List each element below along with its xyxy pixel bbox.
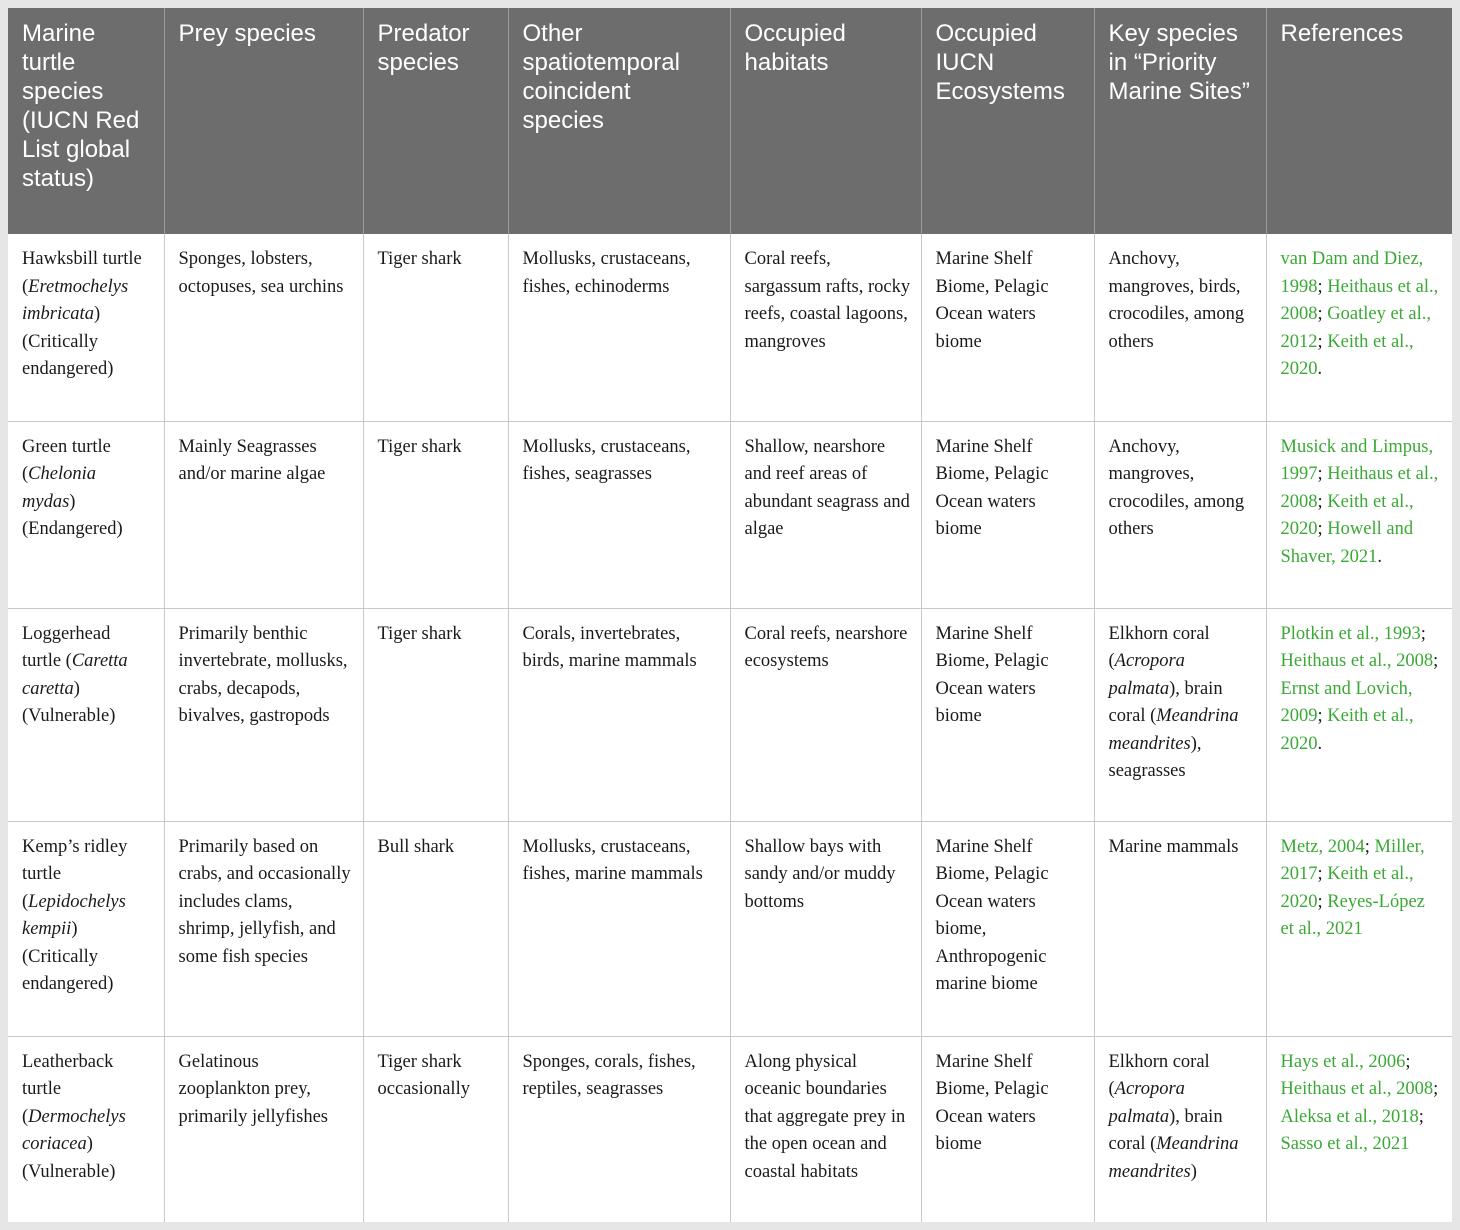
references-cell: Plotkin et al., 1993; Heithaus et al., 2008; Ernst and Lovich, 2009; Keith et al., 2020.	[1266, 608, 1452, 821]
reference-link[interactable]: Hays et al., 2006	[1280, 1051, 1406, 1072]
reference-link[interactable]: Reyes-López et al., 2021	[1280, 891, 1425, 940]
ecosystems-cell: Marine Shelf Biome, Pelagic Ocean waters biome, Anthropogenic marine biome	[921, 821, 1094, 1036]
scientific-name: Eretmochelys imbricata	[22, 276, 129, 325]
key-species-cell: Elkhorn coral (Acropora palmata), brain coral (Meandrina meandrites), seagrasses	[1094, 608, 1266, 821]
header-species: Marine turtle species (IUCN Red List global status)	[8, 8, 164, 234]
table-row	[8, 608, 1452, 821]
header-other-species: Other spatiotemporal coincident species	[508, 8, 730, 234]
turtle-species-table	[8, 8, 1452, 1222]
reference-link[interactable]: Howell and Shaver, 2021	[1280, 519, 1414, 567]
references-cell: Metz, 2004; Miller, 2017; Keith et al., 2020; Reyes-López et al., 2021	[1266, 821, 1452, 1036]
predator-cell: Tiger shark	[363, 234, 508, 421]
header-predator: Predator species	[363, 8, 508, 234]
reference-link[interactable]: Goatley et al., 2012	[1280, 304, 1432, 352]
ecosystems-cell: Marine Shelf Biome, Pelagic Ocean waters biome	[921, 421, 1094, 608]
references-cell: Musick and Limpus, 1997; Heithaus et al., 2008; Keith et al., 2020; Howell and Shaver, 2021.	[1266, 421, 1452, 608]
species-cell: Kemp’s ridley turtle (Lepidochelys kempii) (Critically endangered)	[8, 821, 164, 1036]
references-cell: van Dam and Diez, 1998; Heithaus et al., 2008; Goatley et al., 2012; Keith et al., 2020.	[1266, 234, 1452, 421]
reference-link[interactable]: Plotkin et al., 1993	[1280, 623, 1421, 644]
reference-link[interactable]: Musick and Limpus, 1997	[1280, 436, 1434, 485]
other-species-cell: Sponges, corals, fishes, reptiles, seagrasses	[508, 1036, 730, 1222]
header-row	[8, 8, 1452, 234]
reference-link[interactable]: Keith et al., 2020	[1280, 491, 1414, 540]
reference-link[interactable]: Keith et al., 2020	[1280, 864, 1414, 912]
key-species-cell: Anchovy, mangroves, birds, crocodiles, among others	[1094, 234, 1266, 421]
table-row	[8, 821, 1452, 1036]
reference-link[interactable]: Keith et al., 2020	[1280, 706, 1414, 754]
habitats-cell: Coral reefs, nearshore ecosystems	[730, 608, 921, 821]
reference-link[interactable]: Heithaus et al., 2008	[1280, 651, 1434, 672]
predator-cell: Tiger shark	[363, 421, 508, 608]
habitats-cell: Shallow bays with sandy and/or muddy bottoms	[730, 821, 921, 1036]
references-cell: Hays et al., 2006; Heithaus et al., 2008; Aleksa et al., 2018; Sasso et al., 2021	[1280, 1051, 1439, 1155]
scientific-name: Chelonia mydas	[22, 464, 97, 512]
header-ecosystems: Occupied IUCN Ecosystems	[921, 8, 1094, 234]
table-row	[8, 1036, 1452, 1222]
header-prey: Prey species	[164, 8, 363, 234]
prey-cell: Gelatinous zooplankton prey, primarily jellyfishes	[164, 1036, 363, 1222]
other-species-cell: Corals, invertebrates, birds, marine mammals	[508, 608, 730, 821]
table-frame	[8, 8, 1452, 1222]
reference-link[interactable]: Aleksa et al., 2018	[1280, 1106, 1419, 1127]
prey-cell: Mainly Seagrasses and/or marine algae	[164, 421, 363, 608]
other-species-cell: Mollusks, crustaceans, fishes, echinoderms	[508, 234, 730, 421]
table-row	[8, 421, 1452, 608]
scientific-name: Dermochelys coriacea	[22, 1106, 126, 1155]
reference-link[interactable]: Ernst and Lovich, 2009	[1280, 678, 1413, 727]
habitats-cell: Shallow, nearshore and reef areas of abundant seagrass and algae	[730, 421, 921, 608]
prey-cell: Primarily based on crabs, and occasionally includes clams, shrimp, jellyfish, and some fish species	[164, 821, 363, 1036]
header-references: References	[1266, 8, 1452, 234]
scientific-name: Lepidochelys kempii	[22, 891, 126, 940]
header-key-species: Key species in “Priority Marine Sites”	[1094, 8, 1266, 234]
other-species-cell: Mollusks, crustaceans, fishes, seagrasses	[508, 421, 730, 608]
reference-link[interactable]: Heithaus et al., 2008	[1280, 464, 1439, 512]
species-cell: Green turtle (Chelonia mydas) (Endangered)	[8, 421, 164, 608]
ecosystems-cell: Marine Shelf Biome, Pelagic Ocean waters biome	[921, 608, 1094, 821]
key-species-cell: Marine mammals	[1094, 821, 1266, 1036]
predator-cell: Bull shark	[363, 821, 508, 1036]
reference-link[interactable]: Heithaus et al., 2008	[1280, 276, 1439, 325]
habitats-cell: Coral reefs, sargassum rafts, rocky reefs, coastal lagoons, mangroves	[730, 234, 921, 421]
predator-cell: Tiger shark occasionally	[363, 1036, 508, 1222]
key-species-cell: Anchovy, mangroves, crocodiles, among others	[1094, 421, 1266, 608]
ecosystems-cell: Marine Shelf Biome, Pelagic Ocean waters biome	[921, 1036, 1094, 1222]
reference-link[interactable]: van Dam and Diez, 1998	[1280, 249, 1424, 297]
species-cell: Leatherback turtle (Dermochelys coriacea) (Vulnerable)	[8, 1036, 164, 1222]
table-row	[8, 234, 1452, 421]
species-cell: Loggerhead turtle (Caretta caretta) (Vulnerable)	[8, 608, 164, 821]
reference-link[interactable]: Miller, 2017	[1280, 836, 1425, 885]
reference-link[interactable]: Metz, 2004	[1280, 836, 1365, 857]
key-species-cell: Elkhorn coral (Acropora palmata), brain coral (Meandrina meandrites)	[1094, 1036, 1266, 1222]
reference-link[interactable]: Heithaus et al., 2008	[1280, 1079, 1434, 1100]
other-species-cell: Mollusks, crustaceans, fishes, marine mammals	[508, 821, 730, 1036]
prey-cell: Sponges, lobsters, octopuses, sea urchins	[164, 234, 363, 421]
reference-link[interactable]: Sasso et al., 2021	[1280, 1134, 1410, 1155]
reference-link[interactable]: Keith et al., 2020	[1280, 331, 1414, 380]
header-habitats: Occupied habitats	[730, 8, 921, 234]
species-cell: Hawksbill turtle (Eretmochelys imbricata) (Critically endangered)	[8, 234, 164, 421]
scientific-name: Caretta caretta	[22, 651, 128, 699]
prey-cell: Primarily benthic invertebrate, mollusks, crabs, decapods, bivalves, gastropods	[164, 608, 363, 821]
predator-cell: Tiger shark	[363, 608, 508, 821]
ecosystems-cell: Marine Shelf Biome, Pelagic Ocean waters biome	[921, 234, 1094, 421]
habitats-cell: Along physical oceanic boundaries that aggregate prey in the open ocean and coastal habitats	[730, 1036, 921, 1222]
